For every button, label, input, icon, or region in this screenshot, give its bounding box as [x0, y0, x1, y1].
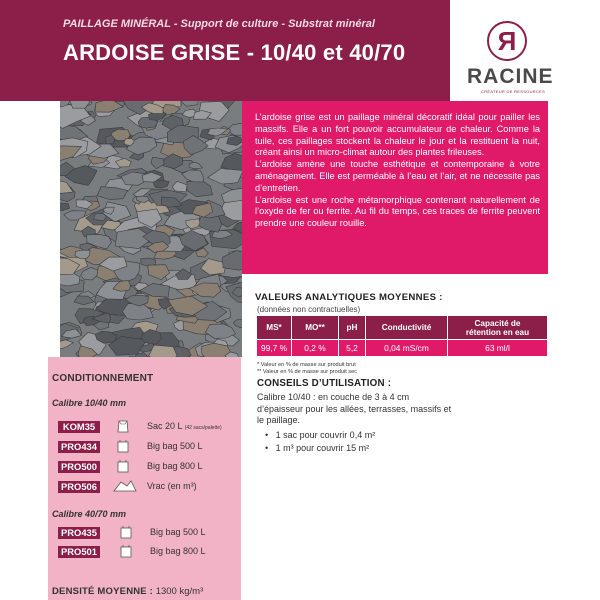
advice-text: Calibre 10/40 : en couche de 3 à 4 cm d’épaisseur pour les allées, terrasses, massifs et le paillage.	[257, 392, 452, 425]
product-code: PRO435	[58, 527, 100, 539]
big-bag-icon	[119, 525, 133, 539]
footnote: ** Valeur en % de masse sur produit sec	[257, 369, 358, 375]
package-extra: (42 sacs/palette)	[184, 425, 222, 431]
product-photo	[60, 101, 242, 357]
bag-icon	[116, 419, 130, 433]
bulk-icon	[113, 478, 137, 492]
table-header: MS*	[257, 316, 291, 339]
analytics-title: VALEURS ANALYTIQUES MOYENNES :	[255, 292, 443, 303]
calibre-heading: Calibre 10/40 mm	[52, 398, 127, 408]
product-description	[255, 112, 540, 230]
product-code: PRO500	[58, 461, 100, 473]
table-header: MO**	[292, 316, 338, 339]
table-header: Conductivité	[366, 316, 447, 339]
package-label: Vrac (en m³)	[147, 481, 197, 491]
package-label: Big bag 800 L	[147, 461, 203, 471]
conditioning-title: CONDITIONNEMENT	[52, 373, 154, 384]
footnote: * Valeur en % de masse sur produit brut	[257, 362, 356, 368]
advice-bullet: • 1 m³ pour couvrir 15 m²	[265, 443, 370, 453]
density-value: 1300 kg/m³	[155, 586, 204, 597]
product-code: KOM35	[58, 421, 100, 433]
analytics-note: (données non contractuelles)	[257, 305, 361, 314]
conditioning-panel	[48, 357, 241, 600]
density-info	[52, 586, 203, 597]
advice-bullet: • 1 sac pour couvrir 0,4 m²	[265, 430, 376, 440]
logo-tagline: CRÉATEUR DE RESSOURCES	[481, 89, 546, 94]
description-paragraph: L’ardoise est une roche métamorphique contenant naturellement de l’oxyde de fer ou ferrite. Au fil du temps, ces traces de ferrite peuvent prendre une couleur rouille.	[255, 194, 540, 229]
table-cell: 99,7 %	[257, 340, 291, 356]
table-cell: 63 ml/l	[448, 340, 547, 356]
table-header: pH	[339, 316, 365, 339]
advice-bullet-text: 1 sac pour couvrir 0,4 m²	[275, 430, 376, 440]
table-cell: 0,2 %	[292, 340, 338, 356]
table-cell: 0,04 mS/cm	[366, 340, 447, 356]
big-bag-icon	[116, 439, 130, 453]
description-paragraph: L’ardoise amène une touche esthétique et contemporaine à votre aménagement. Elle est perméable à l’eau et l’air, et ne nécessite pas d’entretien.	[255, 159, 540, 193]
table-cell: 5,2	[339, 340, 365, 356]
product-code: PRO434	[58, 441, 100, 453]
density-label: DENSITÉ MOYENNE :	[52, 586, 154, 597]
description-paragraph: L’ardoise grise est un paillage minéral décoratif idéal pour pailler les massifs. Elle a un fort pouvoir accumulateur de chaleur. Comme la tuile, ces paillages stockent la chaleur le jour et la restituent la nuit, créant ainsi un micro-climat autour des plantes frileuses.	[255, 112, 540, 158]
big-bag-icon	[119, 544, 133, 558]
package-label: Big bag 500 L	[150, 527, 206, 537]
product-code: PRO506	[58, 481, 100, 493]
logo-mark-icon: R	[487, 21, 527, 61]
analytics-table	[257, 316, 547, 358]
product-category: PAILLAGE MINÉRAL - Support de culture - Substrat minéral	[63, 18, 375, 30]
package-label	[147, 421, 222, 431]
advice-title: CONSEILS D’UTILISATION :	[257, 378, 392, 389]
advice-bullet-text: 1 m³ pour couvrir 15 m²	[275, 443, 370, 453]
package-label: Big bag 500 L	[147, 441, 203, 451]
package-name: Sac 20 L	[147, 421, 183, 431]
calibre-heading: Calibre 40/70 mm	[52, 509, 127, 519]
page-title: ARDOISE GRISE - 10/40 et 40/70	[63, 40, 406, 65]
product-code: PRO501	[58, 546, 100, 558]
table-header: Capacité de rétention en eau	[448, 316, 547, 339]
package-label: Big bag 800 L	[150, 546, 206, 556]
logo-name: RACINE	[467, 65, 554, 88]
big-bag-icon	[116, 459, 130, 473]
